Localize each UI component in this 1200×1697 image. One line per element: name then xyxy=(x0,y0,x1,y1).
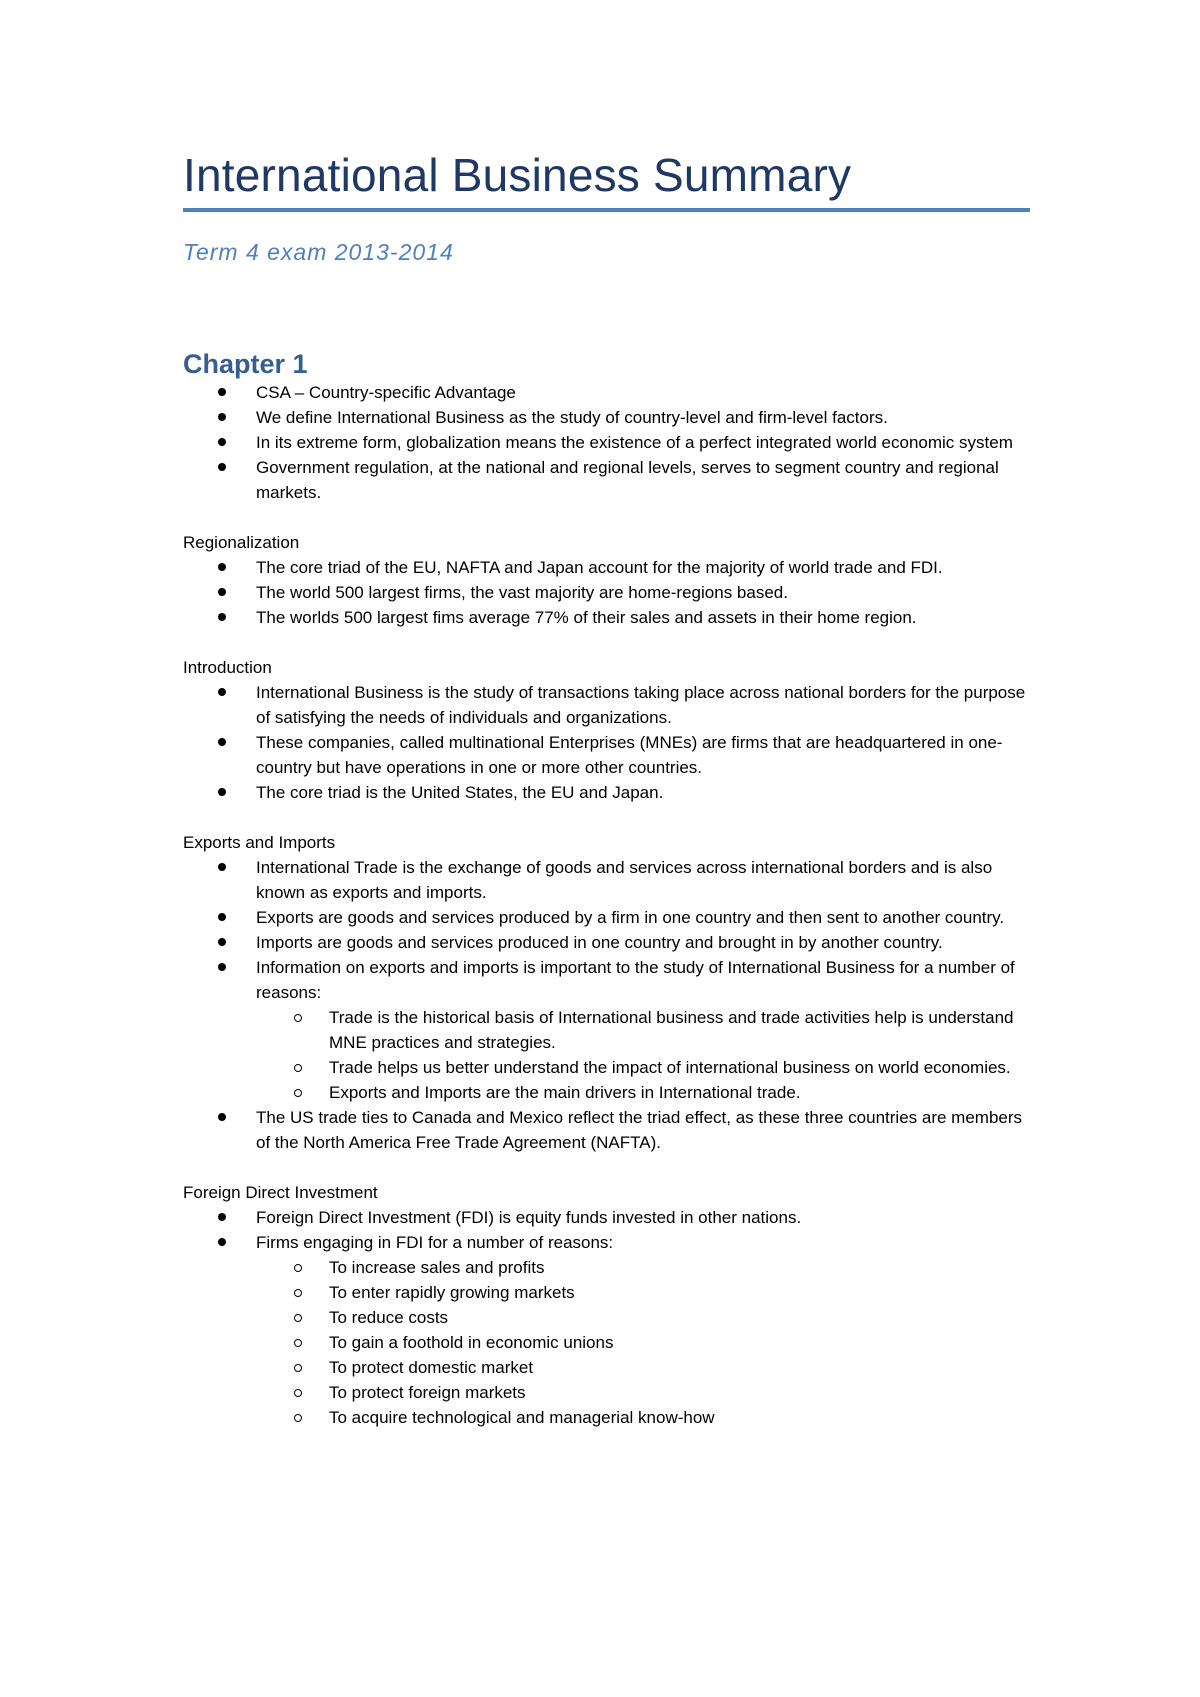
bullet-icon xyxy=(218,738,226,746)
bullet-icon xyxy=(218,688,226,696)
bullet-text: Information on exports and imports is important to the study of International Business for a number of reasons: xyxy=(256,957,1015,1002)
circle-bullet-icon xyxy=(294,1364,302,1372)
list-item xyxy=(183,730,1030,780)
bullet-text: Foreign Direct Investment (FDI) is equity funds invested in other nations. xyxy=(256,1207,802,1227)
list-item xyxy=(183,580,1030,605)
bullet-icon xyxy=(218,388,226,396)
bullet-icon xyxy=(218,563,226,571)
sub-list-item xyxy=(256,1305,1030,1330)
list-item xyxy=(183,605,1030,630)
sub-bullet-text: To gain a foothold in economic unions xyxy=(329,1332,614,1352)
list-item xyxy=(183,930,1030,955)
list-item xyxy=(183,905,1030,930)
section-bullet-list xyxy=(183,1205,1030,1430)
bullet-icon xyxy=(218,963,226,971)
sub-bullet-text: To reduce costs xyxy=(329,1307,449,1327)
circle-bullet-icon xyxy=(294,1064,302,1072)
bullet-icon xyxy=(218,613,226,621)
list-item xyxy=(183,405,1030,430)
sub-list-item xyxy=(256,1280,1030,1305)
circle-bullet-icon xyxy=(294,1314,302,1322)
title-underline xyxy=(183,208,1030,212)
list-item xyxy=(183,780,1030,805)
circle-bullet-icon xyxy=(294,1414,302,1422)
bullet-icon xyxy=(218,1213,226,1221)
sub-bullet-text: Trade helps us better understand the impact of international business on world economies. xyxy=(329,1057,1011,1077)
sub-list-item xyxy=(256,1355,1030,1380)
bullet-text: These companies, called multinational Enterprises (MNEs) are firms that are headquartered in one-country but have operations in one or more other countries. xyxy=(256,732,1003,777)
section-foreign-direct-investment xyxy=(183,1180,1030,1430)
circle-bullet-icon xyxy=(294,1014,302,1022)
bullet-text: In its extreme form, globalization means the existence of a perfect integrated world economic system xyxy=(256,432,1013,452)
sub-bullet-text: Trade is the historical basis of International business and trade activities help is understand MNE practices and strategies. xyxy=(329,1007,1014,1052)
sub-bullet-text: Exports and Imports are the main drivers in International trade. xyxy=(329,1082,801,1102)
bullet-icon xyxy=(218,1113,226,1121)
bullet-text: The US trade ties to Canada and Mexico reflect the triad effect, as these three countries are members of the North America Free Trade Agreement (NAFTA). xyxy=(256,1107,1023,1152)
section-heading: Foreign Direct Investment xyxy=(183,1182,378,1202)
sub-bullet-list xyxy=(256,1005,1030,1105)
list-item xyxy=(183,680,1030,730)
bullet-text: Imports are goods and services produced in one country and brought in by another country. xyxy=(256,932,943,952)
list-item xyxy=(183,855,1030,905)
intro-bullet-list xyxy=(183,380,1030,505)
bullet-icon xyxy=(218,413,226,421)
bullet-text: International Trade is the exchange of goods and services across international borders and is also known as exports and imports. xyxy=(256,857,993,902)
section-heading: Exports and Imports xyxy=(183,832,336,852)
sub-bullet-text: To enter rapidly growing markets xyxy=(329,1282,575,1302)
sub-bullet-text: To acquire technological and managerial know-how xyxy=(329,1407,715,1427)
circle-bullet-icon xyxy=(294,1389,302,1397)
list-item xyxy=(183,1230,1030,1430)
sub-list-item xyxy=(256,1005,1030,1055)
list-item xyxy=(183,1105,1030,1155)
circle-bullet-icon xyxy=(294,1089,302,1097)
bullet-icon xyxy=(218,788,226,796)
bullet-icon xyxy=(218,1238,226,1246)
bullet-icon xyxy=(218,913,226,921)
sub-list-item xyxy=(256,1330,1030,1355)
bullet-text: CSA – Country-specific Advantage xyxy=(256,382,516,402)
section-bullet-list xyxy=(183,680,1030,805)
section-introduction xyxy=(183,655,1030,805)
list-item xyxy=(183,1205,1030,1230)
section-bullet-list xyxy=(183,855,1030,1155)
sub-bullet-text: To increase sales and profits xyxy=(329,1257,545,1277)
list-item xyxy=(183,430,1030,455)
section-heading: Regionalization xyxy=(183,532,300,552)
list-item xyxy=(183,380,1030,405)
sub-list-item xyxy=(256,1255,1030,1280)
sub-bullet-text: To protect foreign markets xyxy=(329,1382,526,1402)
circle-bullet-icon xyxy=(294,1289,302,1297)
bullet-text: Government regulation, at the national and regional levels, serves to segment country and regional markets. xyxy=(256,457,999,502)
circle-bullet-icon xyxy=(294,1339,302,1347)
bullet-icon xyxy=(218,438,226,446)
bullet-icon xyxy=(218,938,226,946)
list-item xyxy=(183,455,1030,505)
bullet-text: The core triad is the United States, the EU and Japan. xyxy=(256,782,664,802)
document-subtitle: Term 4 exam 2013-2014 xyxy=(183,238,454,265)
section-bullet-list xyxy=(183,555,1030,630)
bullet-icon xyxy=(218,588,226,596)
list-item xyxy=(183,955,1030,1105)
bullet-icon xyxy=(218,863,226,871)
sub-list-item xyxy=(256,1380,1030,1405)
list-item xyxy=(183,555,1030,580)
bullet-text: The worlds 500 largest fims average 77% of their sales and assets in their home region. xyxy=(256,607,917,627)
sub-bullet-list xyxy=(256,1255,1030,1430)
bullet-text: International Business is the study of transactions taking place across national borders for the purpose of satisfying the needs of individuals and organizations. xyxy=(256,682,1026,727)
circle-bullet-icon xyxy=(294,1264,302,1272)
chapter-heading: Chapter 1 xyxy=(183,348,308,379)
bullet-text: Exports are goods and services produced by a firm in one country and then sent to another country. xyxy=(256,907,1005,927)
sub-bullet-text: To protect domestic market xyxy=(329,1357,534,1377)
sub-list-item xyxy=(256,1405,1030,1430)
bullet-text: The world 500 largest firms, the vast majority are home-regions based. xyxy=(256,582,788,602)
sub-list-item xyxy=(256,1080,1030,1105)
section-exports-imports xyxy=(183,830,1030,1155)
bullet-text: We define International Business as the study of country-level and firm-level factors. xyxy=(256,407,888,427)
document-title: International Business Summary xyxy=(183,149,852,201)
bullet-text: Firms engaging in FDI for a number of reasons: xyxy=(256,1232,614,1252)
bullet-icon xyxy=(218,463,226,471)
section-heading: Introduction xyxy=(183,657,272,677)
bullet-text: The core triad of the EU, NAFTA and Japan account for the majority of world trade and FDI. xyxy=(256,557,943,577)
sub-list-item xyxy=(256,1055,1030,1080)
section-regionalization xyxy=(183,530,1030,630)
